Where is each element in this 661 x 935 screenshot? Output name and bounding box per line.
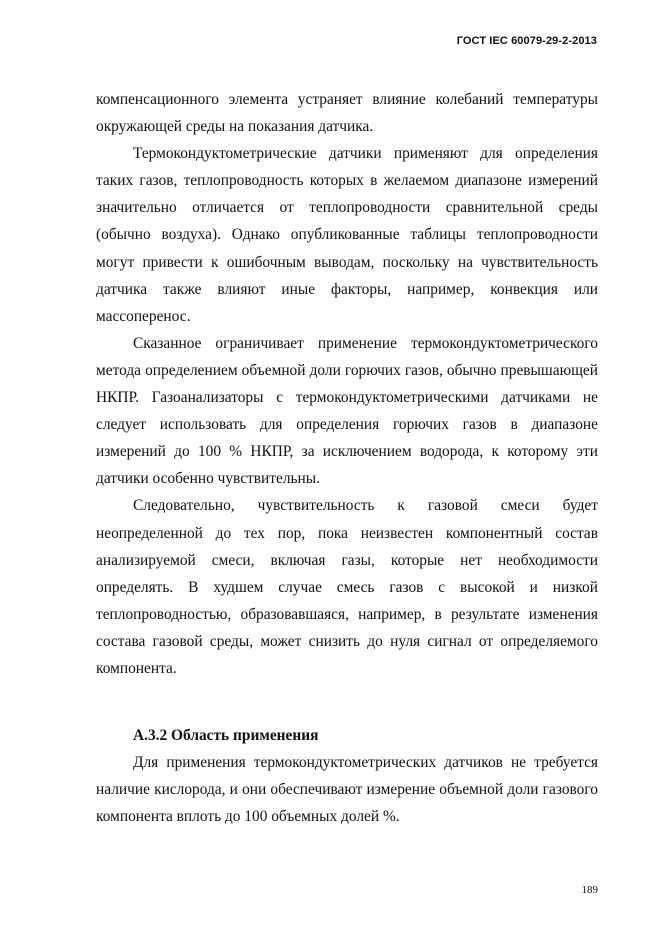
paragraph-thermal-sensors: Термокондуктометрические датчики применяют для определения таких газов, теплопроводность которых в желаемом диапазоне измерений значительно отличается от теплопроводности сравнительной среды (обычно воздуха). Однако опубликованные таблицы теплопроводности могут привести к ошибочным выводам, поскольку на чувствительность датчика также влияют иные факторы, например, конвекция или массоперенос. [96, 145, 598, 325]
paragraph-application: Для применения термокондуктометрических датчиков не требуется наличие кислорода, и они обеспечивают измерение объемной доли газового компонента вплоть до 100 объемных долей %. [96, 754, 598, 826]
page-number: 189 [581, 884, 598, 896]
paragraph-method-limits: Сказанное ограничивает применение термокондуктометрического метода определением объемной доли горючих газов, обычно превышающей НКПР. Газоанализаторы с термокондуктометрическими датчиками не следует использовать для определения горючих газов в диапазоне измерений до 100 % НКПР, за исключением водорода, к которому эти датчики особенно чувствительны. [96, 334, 598, 488]
document-body [96, 86, 598, 830]
paragraph-continuation: компенсационного элемента устраняет влияние колебаний температуры окружающей среды на показания датчика. [96, 91, 598, 136]
paragraph-sensitivity: Следовательно, чувствительность к газовой смеси будет неопределенной до тех пор, пока неизвестен компонентный состав анализируемой смеси, включая газы, которые нет необходимости определять. В худшем случае смесь газов с высокой и низкой теплопроводностью, образовавшаяся, например, в результате изменения состава газовой среды, может снизить до нуля сигнал от определяемого компонента. [96, 497, 598, 677]
document-code-header: ГОСТ IEC 60079-29-2-2013 [456, 35, 597, 47]
section-heading: А.3.2 Область применения [133, 727, 319, 745]
